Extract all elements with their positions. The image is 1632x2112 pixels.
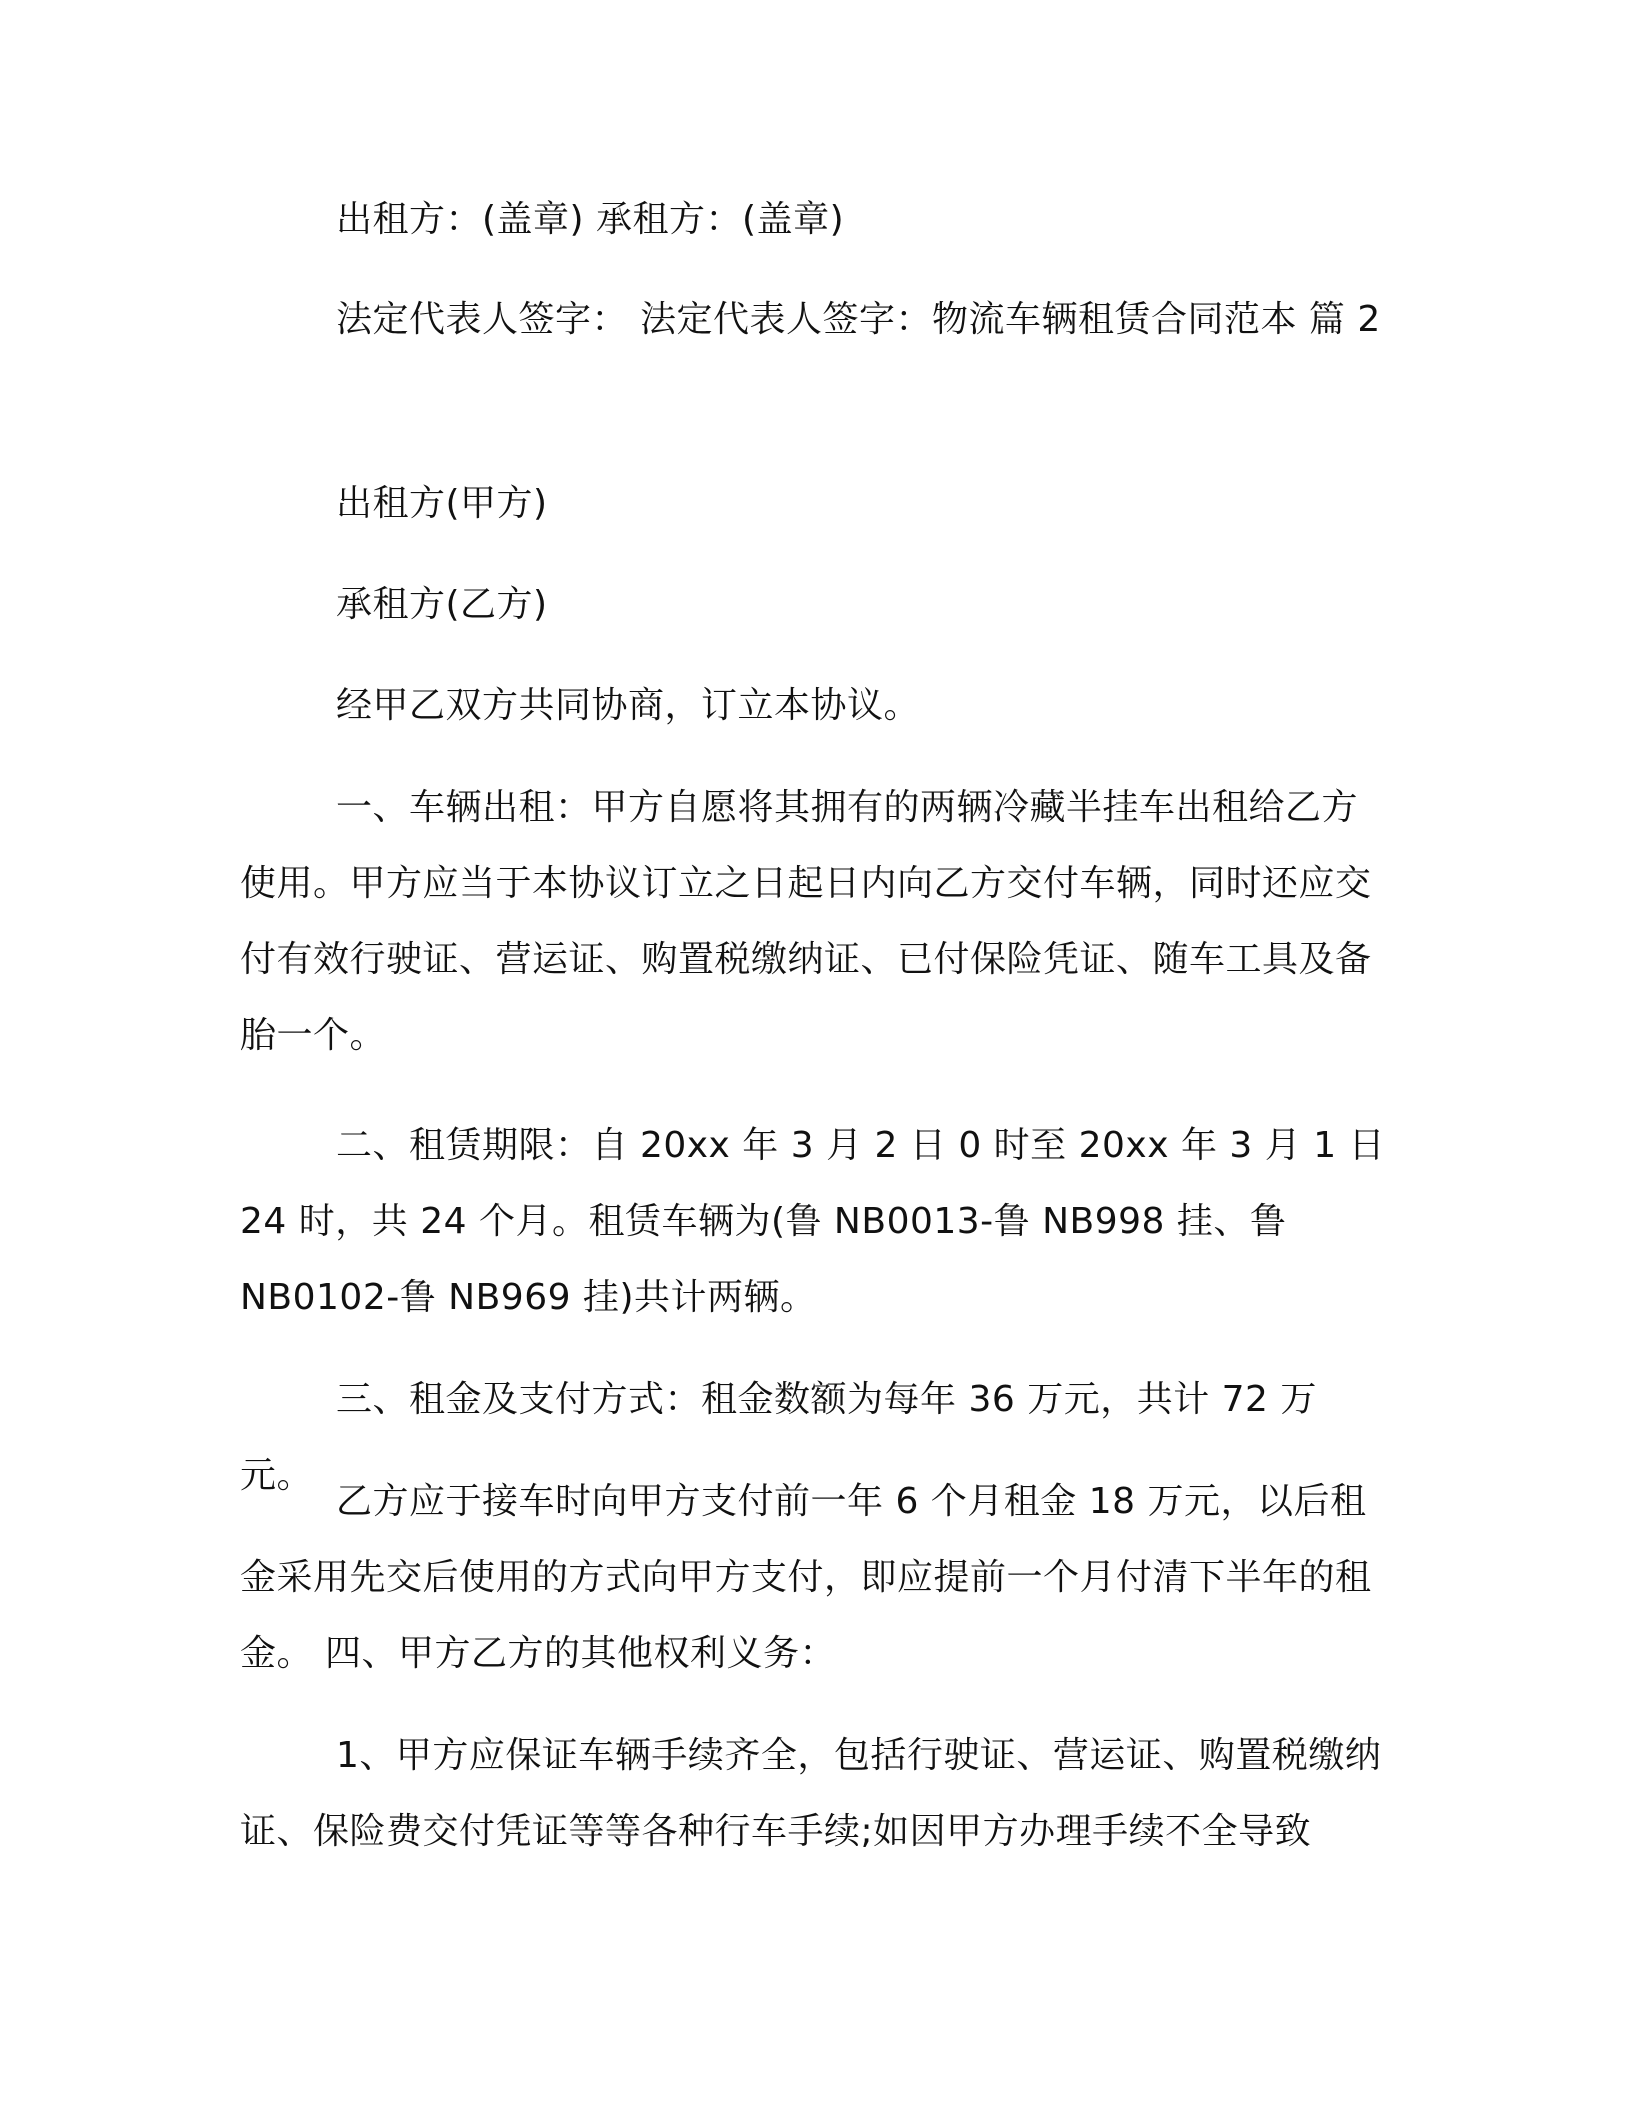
paragraph-lessee: 承租方(乙方): [336, 584, 548, 625]
paragraph-payment: 乙方应于接车时向甲方支付前一年 6 个月租金 18 万元，以后租金采用先交后使用的方式向甲方支付，即应提前一个月付清下半年的租金。 四、甲方乙方的其他权利义务：: [240, 1481, 1372, 1674]
paragraph-signature-line: 法定代表人签字： 法定代表人签字：物流车辆租赁合同范本 篇 2: [336, 299, 1381, 340]
paragraph-clause-3: 三、租金及支付方式：租金数额为每年 36 万元，共计 72 万元。: [240, 1379, 1317, 1496]
paragraph-seal-line: 出租方：(盖章) 承租方：(盖章): [336, 199, 845, 240]
paragraph-clause-1: 一、车辆出租：甲方自愿将其拥有的两辆冷藏半挂车出租给乙方使用。甲方应当于本协议订立之日起日内向乙方交付车辆，同时还应交付有效行驶证、营运证、购置税缴纳证、已付保险凭证、随车工具及备胎一个。: [240, 787, 1372, 1056]
paragraph-intro: 经甲乙双方共同协商，订立本协议。: [336, 685, 921, 726]
paragraph-lessor: 出租方(甲方): [336, 483, 548, 524]
paragraph-item-1: 1、甲方应保证车辆手续齐全，包括行驶证、营运证、购置税缴纳证、保险费交付凭证等等各种行车手续;如因甲方办理手续不全导致: [240, 1735, 1382, 1852]
paragraph-clause-2: 二、租赁期限：自 20xx 年 3 月 2 日 0 时至 20xx 年 3 月 1 日 24 时，共 24 个月。租赁车辆为(鲁 NB0013-鲁 NB998 挂、鲁 NB0102-鲁 NB969 挂)共计两辆。: [240, 1125, 1386, 1318]
